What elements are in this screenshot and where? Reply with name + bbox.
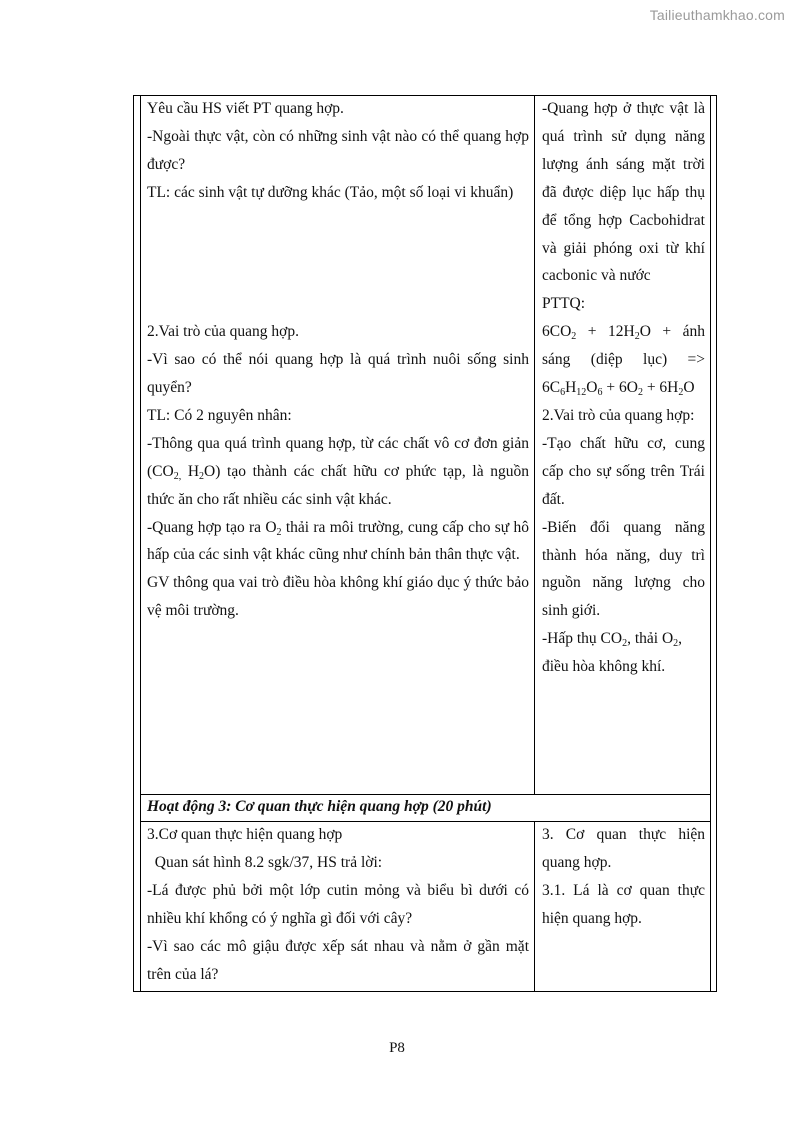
paragraph: -Vì sao có thể nói quang hợp là quá trình nuôi sống sinh quyển? — [147, 351, 529, 397]
paragraph: -Quang hợp tạo ra $O_2$ thải ra môi trường, cung cấp cho sự hô hấp của các sinh vật khác cũng như chính bản thân thực vật. — [147, 518, 529, 564]
column-divider-top — [534, 95, 535, 795]
paragraph: GV thông qua vai trò điều hòa không khí giáo dục ý thức bảo vệ môi trường. — [147, 574, 529, 620]
watermark: Tailieuthamkhao.com — [649, 7, 785, 23]
paragraph: PTTQ: — [542, 295, 586, 313]
section1-right-cell — [542, 95, 705, 681]
paragraph: -Biến đổi quang năng thành hóa năng, duy trì nguồn năng lượng cho sinh giới. — [542, 518, 705, 620]
paragraph: -Tạo chất hữu cơ, cung cấp cho sự sống trên Trái đất. — [542, 434, 705, 508]
paragraph: Yêu cầu HS viết PT quang hợp. — [147, 100, 344, 117]
spacer — [147, 207, 529, 319]
activity-header: Hoạt động 3: Cơ quan thực hiện quang hợp (20 phút) — [147, 798, 492, 815]
equation: $6CO_2 + 12H_2O$ + ánh sáng (diệp lục) => $6C_6H_{12}O_6 + 6O_2 + 6H_2O$ — [542, 323, 705, 399]
section2-left-cell — [147, 821, 529, 988]
paragraph: -Ngoài thực vật, còn có những sinh vật nào có thể quang hợp được? — [147, 127, 529, 173]
section2-right-cell — [542, 821, 705, 933]
section1-left-cell — [147, 95, 529, 625]
paragraph: -Lá được phủ bởi một lớp cutin mỏng và biểu bì dưới có nhiều khí khổng có ý nghĩa gì đối với cây? — [147, 881, 529, 927]
paragraph: 2.Vai trò của quang hợp: — [542, 406, 695, 424]
page-number: P8 — [389, 1040, 405, 1056]
column-divider-bottom — [534, 822, 535, 992]
paragraph: TL: các sinh vật tự dưỡng khác (Tảo, một số loại vi khuẩn) — [147, 183, 514, 201]
paragraph: -Vì sao các mô giậu được xếp sát nhau và nằm ở gần mặt trên của lá? — [147, 937, 529, 983]
paragraph: 3.Cơ quan thực hiện quang hợp — [147, 826, 343, 843]
paragraph: 3.1. Lá là cơ quan thực hiện quang hợp. — [542, 881, 705, 927]
paragraph: -Hấp thụ $CO_2$, thải $O_2$, điều hòa không khí. — [542, 630, 683, 676]
paragraph: -Quang hợp ở thực vật là quá trình sử dụng năng lượng ánh sáng mặt trời đã được diệp lục hấp thụ để tổng hợp Cacbohidrat và giải phóng oxi từ khí cacbonic và nước — [542, 100, 705, 285]
paragraph: 3. Cơ quan thực hiện quang hợp. — [542, 826, 705, 871]
paragraph: Quan sát hình 8.2 sgk/37, HS trả lời: — [147, 853, 383, 871]
paragraph: -Thông qua quá trình quang hợp, từ các chất vô cơ đơn giản ($CO_{2,}$ $H_2O$) tạo thành các chất hữu cơ phức tạp, là nguồn thức ăn cho rất nhiều các sinh vật khác. — [147, 434, 529, 508]
paragraph: 2.Vai trò của quang hợp. — [147, 323, 299, 341]
paragraph: TL: Có 2 nguyên nhân: — [147, 406, 292, 424]
